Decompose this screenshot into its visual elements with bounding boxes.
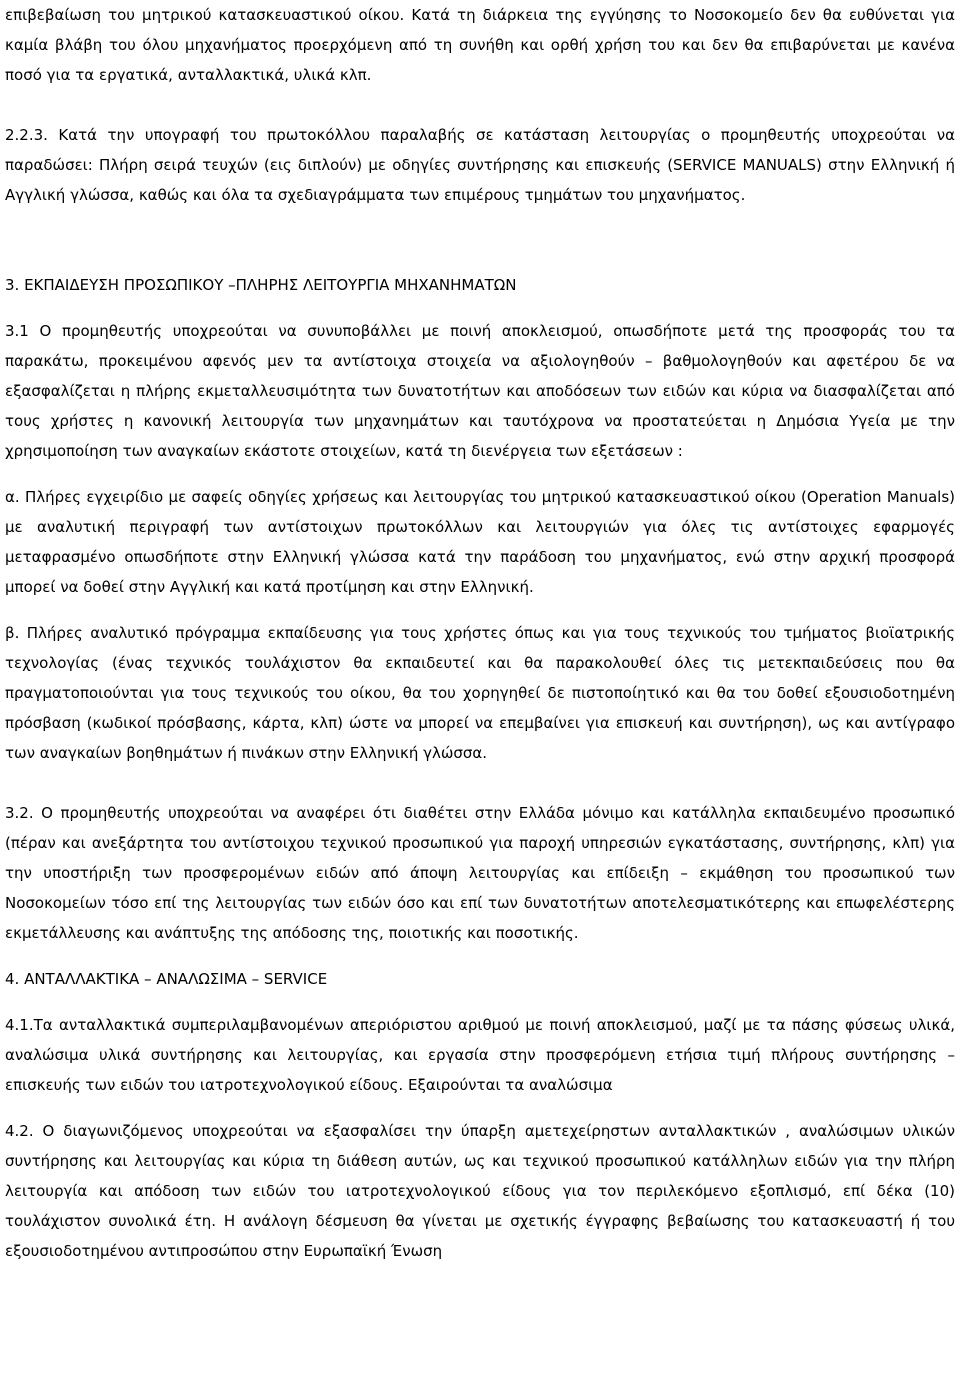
spacer — [5, 210, 955, 240]
spacer — [5, 90, 955, 120]
paragraph-4-1: 4.1.Τα ανταλλακτικά συμπεριλαμβανομένων απεριόριστου αριθμού με ποινή αποκλεισμού, μαζί με τα πάσης φύσεως υλικά, αναλώσιμα υλικά συντήρησης και λειτουργίας, και εργασία στην προσφερόμενη ετήσια τιμή πλήρους συντήρησης – επισκευής των ειδών του ιατροτεχνολογικού είδους. Εξαιρούνται τα αναλώσιμα — [5, 1016, 955, 1094]
spacer — [5, 768, 955, 798]
paragraph-item-a: α. Πλήρες εγχειρίδιο με σαφείς οδηγίες χρήσεως και λειτουργίας του μητρικού κατασκευαστικού οίκου (Operation Manuals) με αναλυτική περιγραφή των αντίστοιχων πρωτοκόλλων και λειτουργιών για όλες τις αντίστοιχες εφαρμογές μεταφρασμένο οπωσδήποτε στην Ελληνική γλώσσα κατά την παράδοση του μηχανήματος, ενώ στην αρχική προσφορά μπορεί να δοθεί στην Αγγλική και κατά προτίμηση και στην Ελληνική. — [5, 488, 955, 596]
paragraph-2-2-3: 2.2.3. Κατά την υπογραφή του πρωτοκόλλου παραλαβής σε κατάσταση λειτουργίας ο προμηθευτής υποχρεούται να παραδώσει: Πλήρη σειρά τευχών (εις διπλούν) με οδηγίες συντήρησης και επισκευής (SERVICE MANUALS) στην Ελληνική ή Αγγλική γλώσσα, καθώς και όλα τα σχεδιαγράμματα των επιμέρους τμημάτων του μηχανήματος. — [5, 126, 955, 204]
spacer — [5, 948, 955, 964]
section-heading-4: 4. ΑΝΤΑΛΛΑΚΤΙΚΑ – ΑΝΑΛΩΣΙΜΑ – SERVICE — [5, 970, 328, 988]
paragraph-warranty-end: επιβεβαίωση του μητρικού κατασκευαστικού οίκου. Κατά τη διάρκεια της εγγύησης το Νοσοκομείο δεν θα ευθύνεται για καμία βλάβη του όλου μηχανήματος προερχόμενη από τη συνήθη και ορθή χρήση του και δεν θα επιβαρύνεται με κανένα ποσό για τα εργατικά, ανταλλακτικά, υλικά κλπ. — [5, 6, 955, 84]
spacer — [5, 300, 955, 316]
spacer — [5, 240, 955, 270]
spacer — [5, 994, 955, 1010]
paragraph-4-2: 4.2. Ο διαγωνιζόμενος υποχρεούται να εξασφαλίσει την ύπαρξη αμετεχείρηστων ανταλλακτικών , αναλώσιμων υλικών συντήρησης και λειτουργίας και κύρια τη διάθεση αυτών, ως και τεχνικού προσωπικού κατάλληλων ειδών για την πλήρη λειτουργία και απόδοση των ειδών του ιατροτεχνολογικού είδους για τον περιλεκόμενο εξοπλισμό, επί δέκα (10) τουλάχιστον συνολικά έτη. Η ανάλογη δέσμευση θα γίνεται με σχετικής έγγραφης βεβαίωσης του κατασκευαστή ή του εξουσιοδοτημένου αντιπροσώπου στην Ευρωπαϊκή Ένωση — [5, 1122, 955, 1260]
spacer — [5, 602, 955, 618]
paragraph-item-b: β. Πλήρες αναλυτικό πρόγραμμα εκπαίδευσης για τους χρήστες όπως και για τους τεχνικούς του τμήματος βιοϊατρικής τεχνολογίας (ένας τεχνικός τουλάχιστον θα εκπαιδευτεί και θα παρακολουθεί όλες τις μετεκπαιδεύσεις που θα πραγματοποιούνται για τους τεχνικούς του οίκου, θα του χορηγηθεί δε πιστοποίητικό και θα του δοθεί εξουσιοδοτημένη πρόσβαση (κωδικοί πρόσβασης, κάρτα, κλπ) ώστε να μπορεί να επεμβαίνει για επισκευή και συντήρηση), ως και αντίγραφο των αναγκαίων βοηθημάτων ή πινάκων στην Ελληνική γλώσσα. — [5, 624, 955, 762]
section-heading-3: 3. ΕΚΠΑΙΔΕΥΣΗ ΠΡΟΣΩΠΙΚΟΥ –ΠΛΗΡΗΣ ΛΕΙΤΟΥΡΓΙΑ ΜΗΧΑΝΗΜΑΤΩΝ — [5, 276, 517, 294]
paragraph-3-1: 3.1 Ο προμηθευτής υποχρεούται να συνυποβάλλει με ποινή αποκλεισμού, οπωσδήποτε μετά της προσφοράς του τα παρακάτω, προκειμένου αφενός μεν τα αντίστοιχα στοιχεία να αξιολογηθούν – βαθμολογηθούν και αφετέρου δε να εξασφαλίζεται η πλήρης εκμεταλλευσιμότητα των δυνατοτήτων και αποδόσεων των ειδών και κύρια να διασφαλίζεται από τους χρήστες η κανονική λειτουργία των μηχανημάτων και ταυτόχρονα να προστατεύεται η Δημόσια Υγεία με την χρησιμοποίηση των αναγκαίων εκάστοτε στοιχείων, κατά τη διενέργεια των εξετάσεων : — [5, 322, 955, 460]
paragraph-3-2: 3.2. Ο προμηθευτής υποχρεούται να αναφέρει ότι διαθέτει στην Ελλάδα μόνιμο και κατάλληλα εκπαιδευμένο προσωπικό (πέραν και ανεξάρτητα του αντίστοιχου τεχνικού προσωπικού για παροχή υπηρεσιών εγκατάστασης, συντήρησης, κλπ) για την υποστήριξη των προσφερομένων ειδών από άποψη λειτουργίας και επίδειξη – εκμάθηση του προσωπικού των Νοσοκομείων τόσο επί της λειτουργίας των ειδών όσο και επί των δυνατοτήτων αποτελεσματικότερης και επωφελέστερης εκμετάλλευσης και ανάπτυξης της απόδοσης της, ποιοτικής και ποσοτικής. — [5, 804, 955, 942]
spacer — [5, 466, 955, 482]
spacer — [5, 1100, 955, 1116]
